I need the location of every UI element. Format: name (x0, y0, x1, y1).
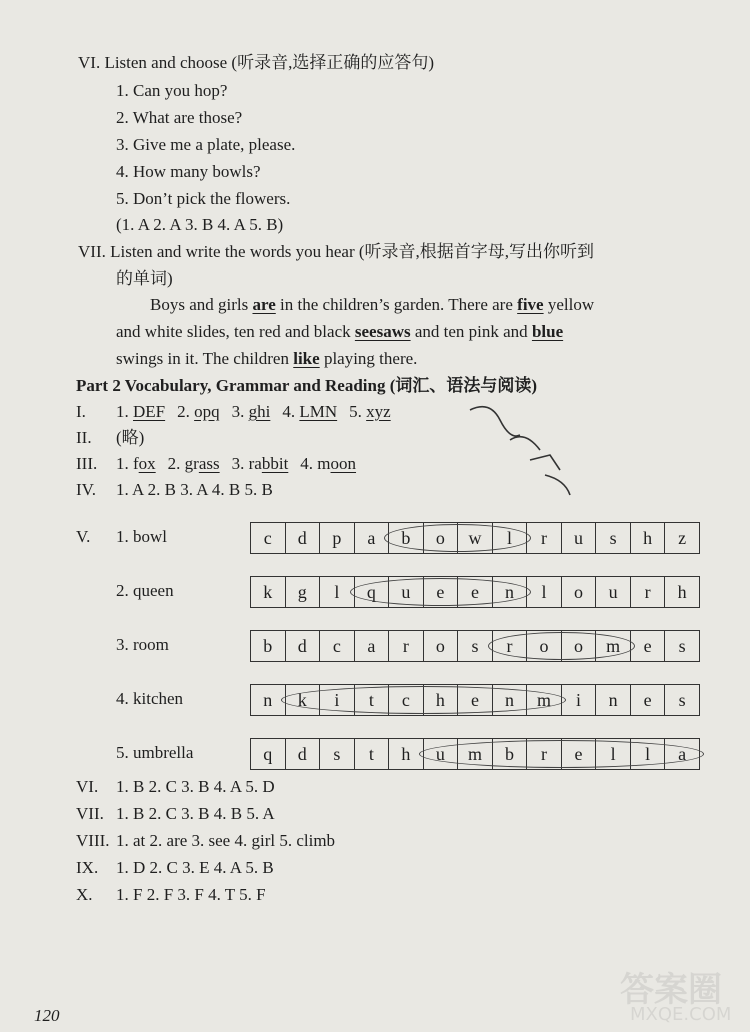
letter-cell: l (596, 739, 631, 769)
letter-cell: e (562, 739, 597, 769)
letter-cell: l (493, 523, 528, 553)
letter-cell: i (562, 685, 597, 715)
letter-cell: e (458, 685, 493, 715)
word-search-word: 4. kitchen (116, 689, 184, 708)
letter-cell: h (389, 739, 424, 769)
letter-cell: c (389, 685, 424, 715)
section-vi-heading: VI. Listen and choose (听录音,选择正确的应答句) (78, 53, 435, 72)
letter-cell: u (562, 523, 597, 553)
letter-cell: l (527, 577, 562, 607)
answer-word: are (252, 295, 276, 314)
letter-cell: q (251, 739, 286, 769)
passage-line: swings in it. The children like playing there. (116, 349, 418, 368)
letter-cell: e (631, 685, 666, 715)
letter-cell: o (562, 631, 597, 661)
letter-cell: e (458, 577, 493, 607)
word-search-word: 2. queen (116, 581, 174, 600)
letter-cell: o (527, 631, 562, 661)
letter-cell: s (678, 689, 686, 710)
section-vi-item: 3. Give me a plate, please. (116, 135, 296, 154)
letter-cell: c (320, 631, 355, 661)
letter-cell: s (678, 635, 686, 656)
letter-cell: d (286, 739, 321, 769)
letter-cell: d (286, 631, 321, 661)
word-search-word: 3. room (116, 635, 169, 654)
letter-cell: m (596, 631, 631, 661)
word-search-row (250, 522, 700, 554)
letter-cell: p (320, 523, 355, 553)
part2-row-ix: IX. 1. D 2. C 3. E 4. A 5. B (76, 858, 274, 877)
word-search-word: 5. umbrella (116, 743, 194, 762)
letter-cell: a (355, 523, 390, 553)
letter-cell: o (424, 631, 459, 661)
letter-cell: m (527, 685, 562, 715)
answer-word: like (293, 349, 320, 368)
letter-cell: s (320, 739, 355, 769)
passage-line: and white slides, ten red and black seesaws and ten pink and blue (116, 322, 564, 341)
letter-cell: c (251, 523, 286, 553)
word-search-row (250, 576, 700, 608)
letter-cell: b (251, 631, 286, 661)
letter-cell: l (631, 739, 666, 769)
letter-cell: n (493, 577, 528, 607)
letter-cell: u (596, 577, 631, 607)
letter-cell: q (355, 577, 390, 607)
letter-cell: e (424, 577, 459, 607)
page-number: 120 (34, 1006, 60, 1025)
letter-cell: s (458, 631, 493, 661)
letter-cell: m (458, 739, 493, 769)
word-search-word: 1. bowl (116, 527, 167, 546)
letter-cell: h (631, 523, 666, 553)
part2-row-ii: II. (略) (76, 428, 145, 447)
section-vi-item: 5. Don’t pick the flowers. (116, 189, 291, 208)
part2-row-iii: III. 1. fox 2. grass 3. rabbit 4. moon (76, 454, 357, 473)
letter-cell: a (678, 743, 687, 764)
passage-line: Boys and girls are in the children’s garden. There are five yellow (150, 295, 595, 314)
section-vi-item: 1. Can you hop? (116, 81, 228, 100)
letter-cell: t (355, 739, 390, 769)
part2-row-x: X. 1. F 2. F 3. F 4. T 5. F (76, 885, 266, 904)
word-search-row (250, 630, 700, 662)
part2-heading: Part 2 Vocabulary, Grammar and Reading (词汇、语法与阅读) (76, 376, 538, 395)
letter-cell: r (389, 631, 424, 661)
section-vi-item: 2. What are those? (116, 108, 243, 127)
letter-cell: z (678, 527, 687, 548)
part2-row-vi: VI. 1. B 2. C 3. B 4. A 5. D (76, 777, 275, 796)
part2-row-vii: VII. 1. B 2. C 3. B 4. B 5. A (76, 804, 275, 823)
part2-row-viii: VIII. 1. at 2. are 3. see 4. girl 5. climb (76, 831, 336, 850)
letter-cell: h (677, 581, 687, 602)
letter-cell: n (251, 685, 286, 715)
letter-cell: a (355, 631, 390, 661)
part2-row-i: I. 1. DEF 2. opq 3. ghi 4. LMN 5. xyz (76, 402, 391, 421)
letter-cell: n (596, 685, 631, 715)
answer-word: blue (531, 322, 564, 341)
letter-cell: r (527, 739, 562, 769)
letter-cell: n (493, 685, 528, 715)
part2-row-iv: IV. 1. A 2. B 3. A 4. B 5. B (76, 480, 273, 499)
word-search-row (250, 684, 700, 716)
section-vii-heading-cont: 的单词) (116, 269, 173, 288)
letter-cell: i (320, 685, 355, 715)
letter-cell: d (286, 523, 321, 553)
section-vii-heading: VII. Listen and write the words you hear (听录音,根据首字母,写出你听到 (78, 242, 595, 261)
letter-cell: k (251, 577, 286, 607)
letter-cell: u (389, 577, 424, 607)
handwritten-scribble (450, 390, 590, 510)
letter-cell: r (631, 577, 666, 607)
letter-cell: r (527, 523, 562, 553)
section-vi-answers: (1. A 2. A 3. B 4. A 5. B) (116, 215, 284, 234)
answer-word: seesaws (354, 322, 411, 341)
part2-row-v-label: V. (76, 527, 91, 546)
letter-cell: w (458, 523, 493, 553)
letter-cell: o (424, 523, 459, 553)
letter-cell: k (286, 685, 321, 715)
letter-cell: l (320, 577, 355, 607)
letter-cell: h (424, 685, 459, 715)
letter-cell: b (493, 739, 528, 769)
letter-cell: s (596, 523, 631, 553)
watermark-logo: 答案圈 (620, 970, 722, 1010)
watermark-url: MXQE.COM (630, 1004, 732, 1025)
word-search-row (250, 738, 700, 770)
letter-cell: r (493, 631, 528, 661)
letter-cell: b (389, 523, 424, 553)
letter-cell: g (286, 577, 321, 607)
section-vi-item: 4. How many bowls? (116, 162, 261, 181)
letter-cell: u (424, 739, 459, 769)
answer-word: five (517, 295, 544, 314)
letter-cell: t (355, 685, 390, 715)
letter-cell: e (631, 631, 666, 661)
letter-cell: o (562, 577, 597, 607)
